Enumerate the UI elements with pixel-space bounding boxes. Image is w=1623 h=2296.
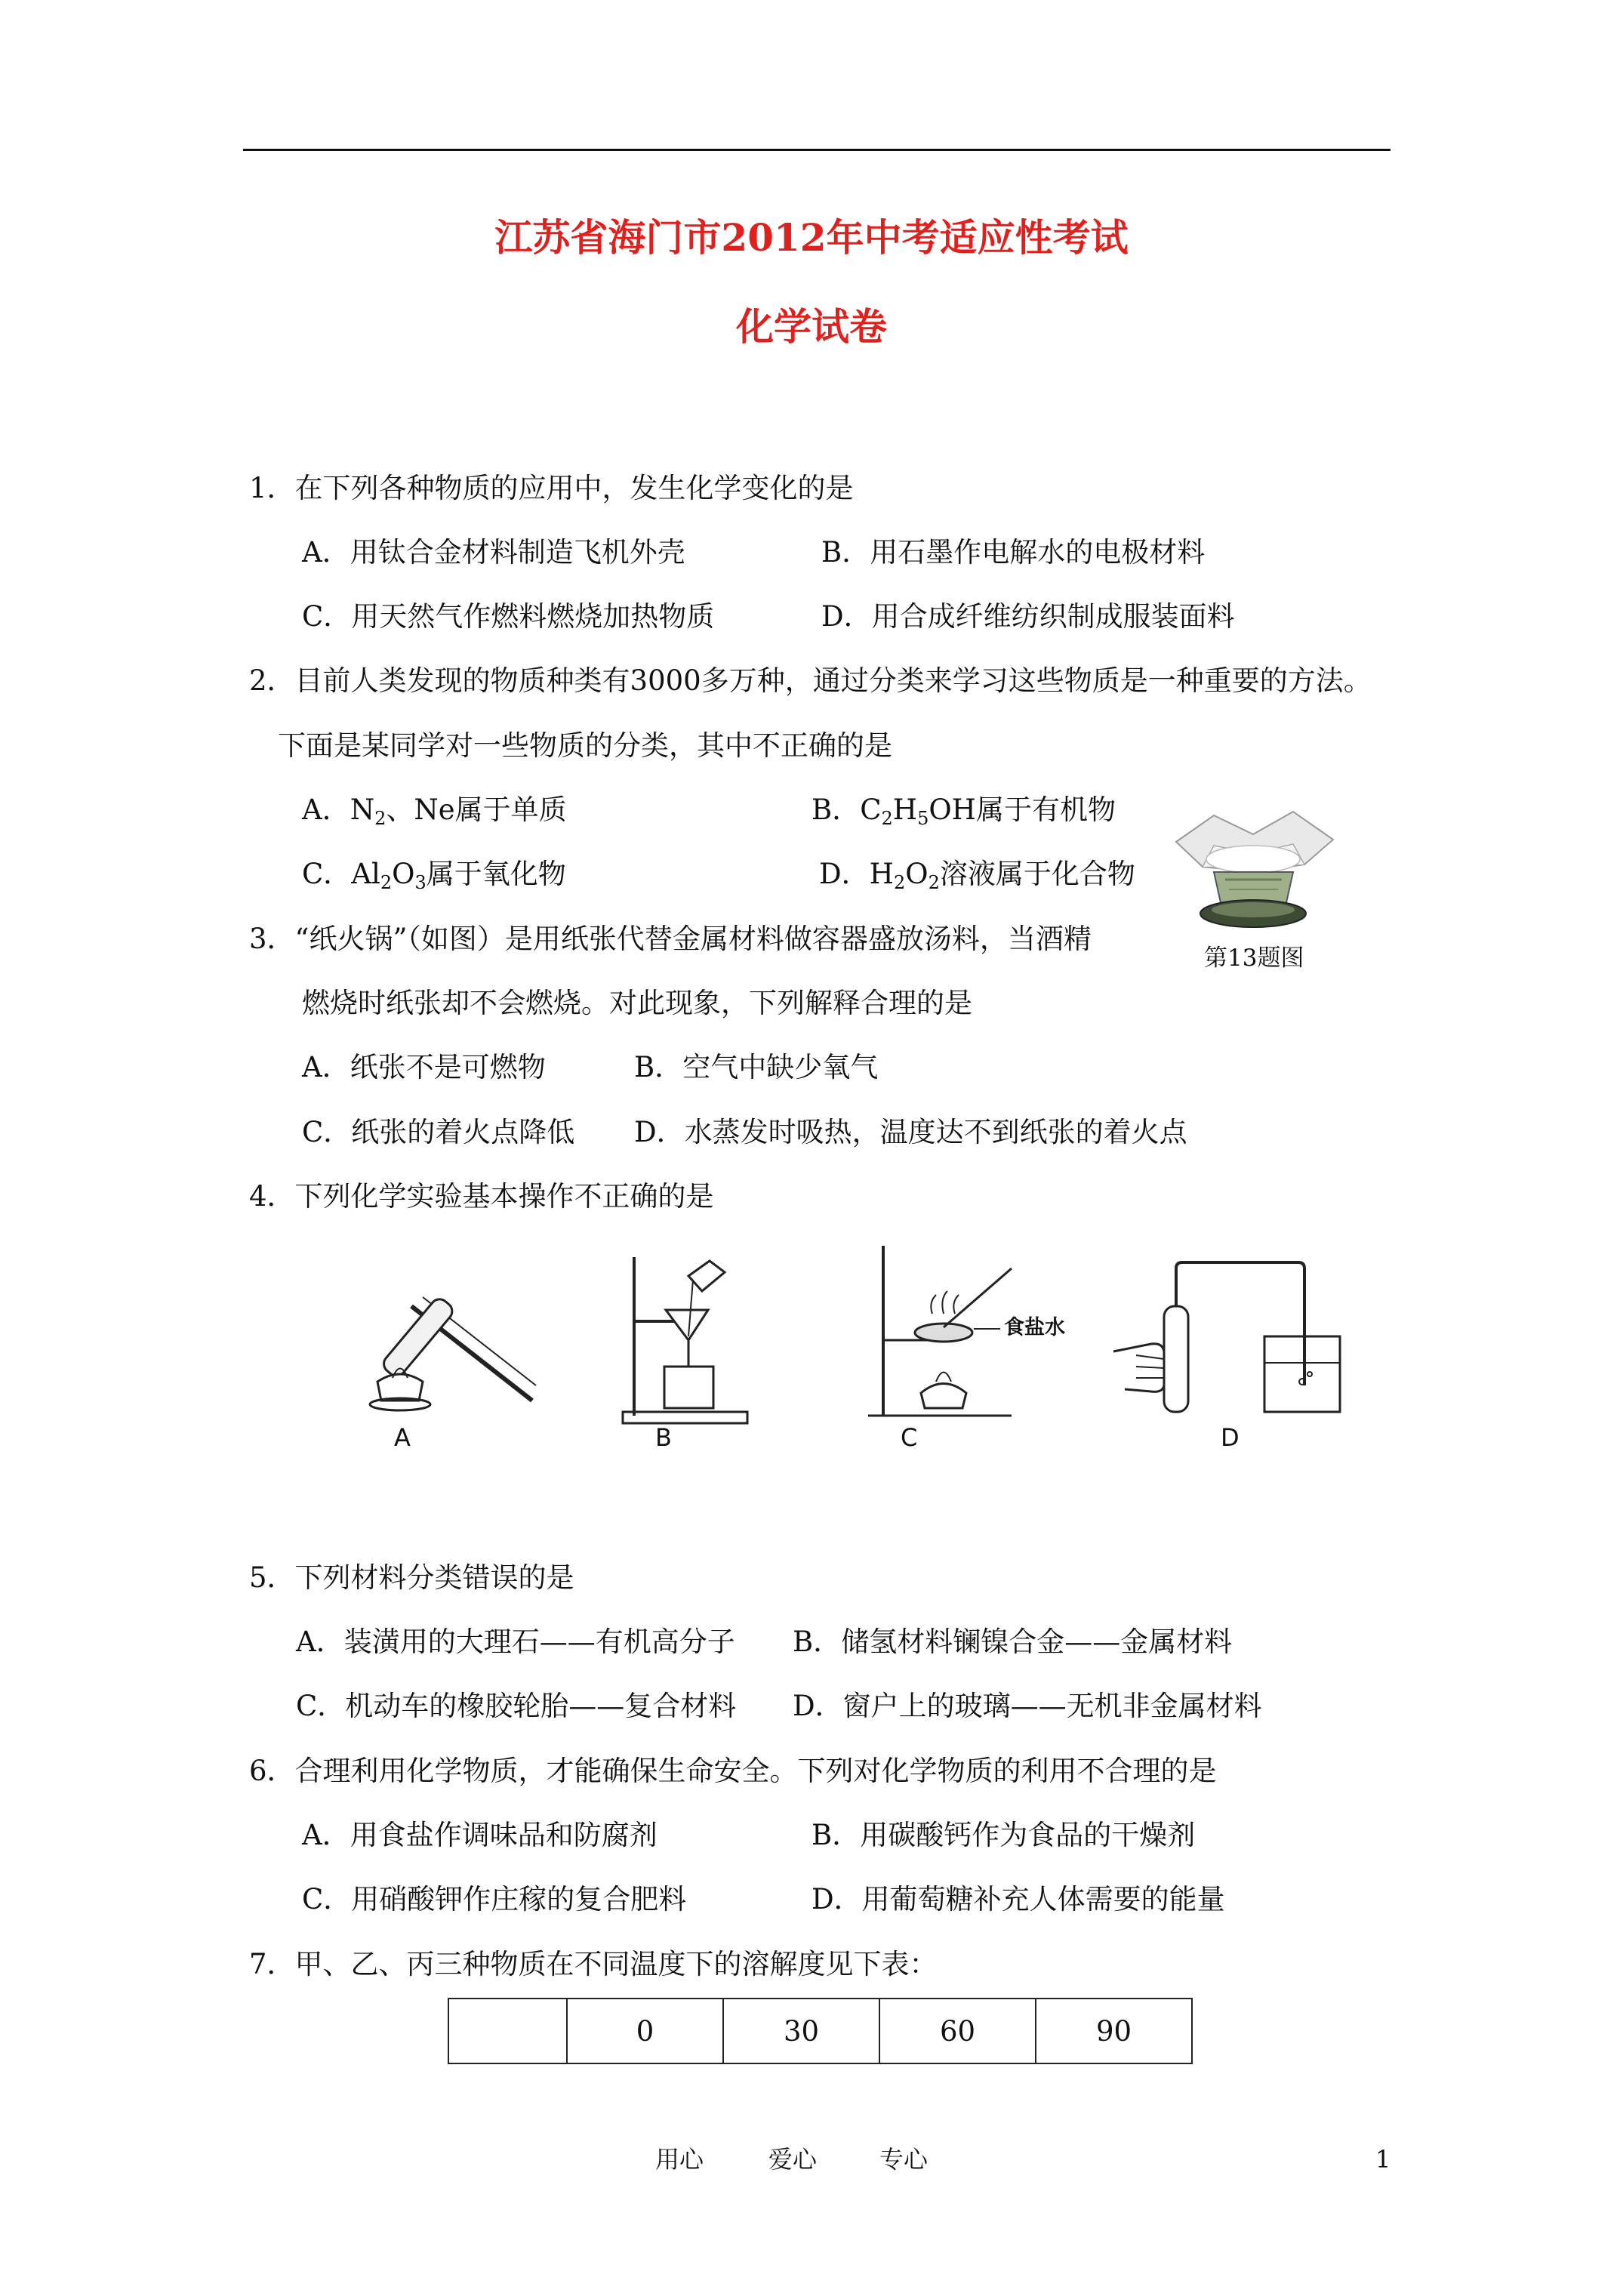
footer-left: 用心 (655, 2145, 704, 2174)
q2-option-d: D．$H_2O_2$溶液属于化合物 (819, 858, 1135, 893)
page-number: 1 (1375, 2145, 1391, 2174)
q4-figure-b (619, 1246, 755, 1427)
page-title: 江苏省海门市2012年中考适应性考试 (494, 215, 1129, 260)
footer-mid: 爱心 (768, 2145, 818, 2174)
q6-stem: 6．合理利用化学物质，才能确保生命安全。下列对化学物质的利用不合理的是 (249, 1755, 1217, 1787)
q4-figure-a (347, 1253, 544, 1412)
q5-stem: 5．下列材料分类错误的是 (249, 1561, 574, 1594)
solubility-table (448, 1998, 1193, 2064)
paper-hotpot-figure (1169, 800, 1338, 951)
q4-figure-d (1110, 1253, 1336, 1419)
q2-stem-line1: 2．目前人类发现的物质种类有3000多万种，通过分类来学习这些物质是一种重要的方法。 (249, 664, 1372, 697)
q2-option-a: A．$N_2$、Ne属于单质 (302, 794, 567, 829)
q1-option-a: A．用钛合金材料制造飞机外壳 (302, 536, 685, 569)
q3-option-b: B．空气中缺少氧气 (634, 1051, 879, 1083)
table-header-cell: 90 (1036, 1999, 1192, 2063)
table-header-cell (448, 1999, 567, 2063)
table-header-cell: 0 (567, 1999, 723, 2063)
q3-figure-caption: 第13题图 (1204, 945, 1304, 972)
q3-option-d: D．水蒸发时吸热，温度达不到纸张的着火点 (634, 1116, 1187, 1148)
q3-option-c: C．纸张的着火点降低 (302, 1116, 575, 1148)
q3-stem-line1: 3．“纸火锅”（如图）是用纸张代替金属材料做容器盛放汤料，当酒精 (249, 923, 1092, 955)
q3-option-a: A．纸张不是可燃物 (302, 1051, 546, 1083)
q4-figure-c-label-salt-water: 食盐水 (1004, 1316, 1065, 1339)
q6-option-a: A．用食盐作调味品和防腐剂 (302, 1819, 658, 1851)
q5-option-a: A．装潢用的大理石——有机高分子 (296, 1626, 735, 1658)
q1-option-d: D．用合成纤维纺织制成服装面料 (821, 600, 1235, 633)
q1-stem: 1．在下列各种物质的应用中，发生化学变化的是 (249, 472, 854, 504)
top-rule (243, 149, 1390, 151)
q6-option-d: D．用葡萄糖补充人体需要的能量 (812, 1883, 1225, 1915)
footer-right: 专心 (879, 2145, 929, 2174)
q4-figure-label-a: A (394, 1423, 411, 1452)
q5-option-b: B．储氢材料镧镍合金——金属材料 (793, 1626, 1233, 1658)
q7-stem: 7．甲、乙、丙三种物质在不同温度下的溶解度见下表： (249, 1948, 938, 1980)
q2-option-c: C．$Al_2O_3$属于氧化物 (302, 858, 566, 893)
q4-figure-label-d: D (1221, 1423, 1240, 1452)
q1-option-b: B．用石墨作电解水的电极材料 (821, 536, 1206, 569)
table-header-cell: 60 (879, 1999, 1036, 2063)
page-subtitle: 化学试卷 (736, 304, 887, 349)
q2-option-b: B．$C_2H_5OH$属于有机物 (812, 794, 1116, 829)
q4-stem: 4．下列化学实验基本操作不正确的是 (249, 1180, 714, 1213)
q6-option-b: B．用碳酸钙作为食品的干燥剂 (812, 1819, 1196, 1851)
q4-figure-label-b: B (655, 1423, 672, 1452)
q2-stem-line2: 下面是某同学对一些物质的分类，其中不正确的是 (278, 729, 892, 762)
q5-option-c: C．机动车的橡胶轮胎——复合材料 (296, 1690, 737, 1722)
q5-option-d: D．窗户上的玻璃——无机非金属材料 (793, 1690, 1262, 1722)
q4-figure-label-c: C (901, 1423, 918, 1452)
q1-option-c: C．用天然气作燃料燃烧加热物质 (302, 600, 715, 633)
q3-stem-line2: 燃烧时纸张却不会燃烧。对此现象，下列解释合理的是 (302, 987, 972, 1019)
table-header-cell: 30 (723, 1999, 879, 2063)
q6-option-c: C．用硝酸钾作庄稼的复合肥料 (302, 1883, 687, 1915)
table-row (448, 1999, 1192, 2063)
